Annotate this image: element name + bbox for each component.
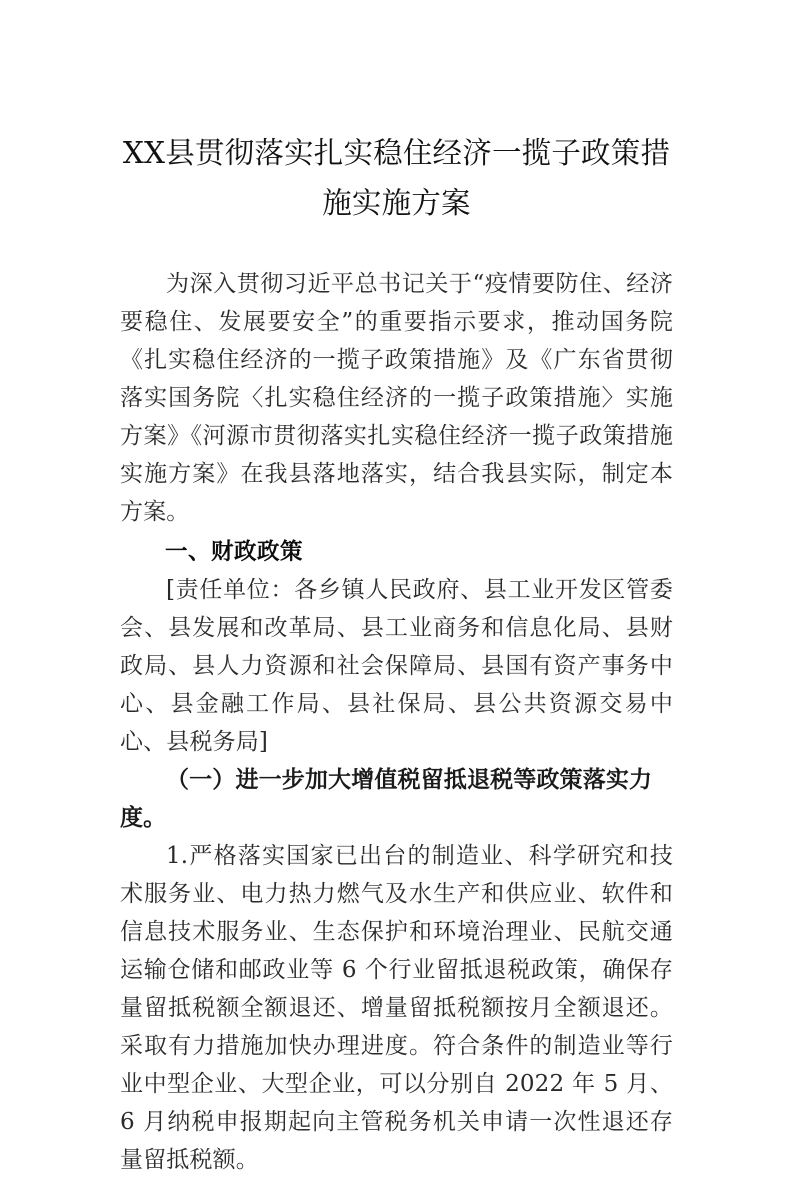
section-heading-fiscal-policy: 一、财政政策 [165,539,304,565]
subsection-heading-vat-refund: （一）进一步加大增值税留抵退税等政策落实力度。 [120,766,653,831]
intro-paragraph: 为深入贯彻习近平总书记关于“疫情要防住、经济要稳住、发展要安全”的重要指示要求，推动国务院《扎实稳住经济的一揽子政策措施》及《广东省贯彻落实国务院〈扎实稳住经济的一揽子政策措施〉实施方案》《河源市贯彻落实扎实稳住经济一揽子政策措施实施方案》在我县落地落实，结合我县实际，制定本方案。 [120,271,673,525]
list-item-1-paragraph: 1.严格落实国家已出台的制造业、科学研究和技术服务业、电力热力燃气及水生产和供应业、软件和信息技术服务业、生态保护和环境治理业、民航交通运输仓储和邮政业等 6 个行业留抵退税政策，确保存量留抵税额全额退还、增量留抵税额按月全额退还。采取有力措施加快办理进度。符合条件的制造业等行业中型企业、大型企业，可以分别自 2022 年 5 月、6 月纳税申报期起向主管税务机关申请一次性退还存量留抵税额。 [120,843,673,1173]
responsibility-units-paragraph: [责任单位：各乡镇人民政府、县工业开发区管委会、县发展和改革局、县工业商务和信息化局、县财政局、县人力资源和社会保障局、县国有资产事务中心、县金融工作局、县社保局、县公共资源交易中心、县税务局] [120,577,673,755]
document-content-area [120,0,673,1179]
page-title: XX县贯彻落实扎实稳住经济一揽子政策措施实施方案 [122,136,671,220]
